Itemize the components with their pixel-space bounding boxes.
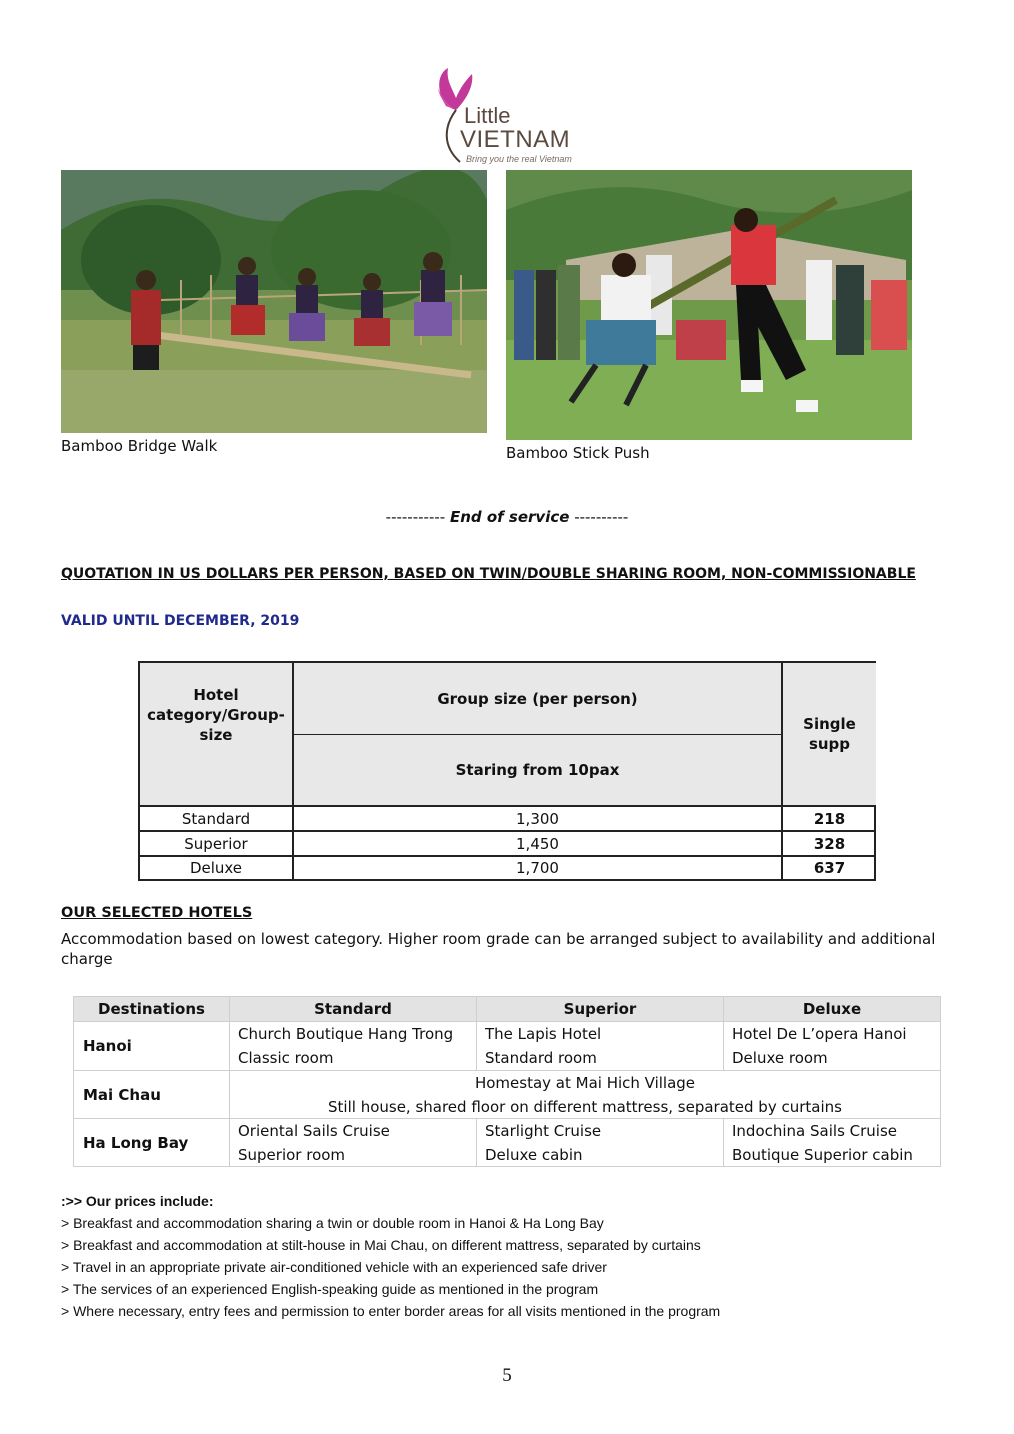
price-header-group [294, 663, 783, 735]
hotels-dest-maichau: Mai Chau [83, 1085, 161, 1104]
price-header-category [140, 663, 294, 807]
logo-line-1: Little [464, 103, 511, 128]
price-row-superior-single: 328 [783, 832, 876, 857]
bamboo-stick-push-photo [506, 170, 912, 440]
hotels-halong-deluxe-room: Boutique Superior cabin [732, 1146, 913, 1164]
price-row-standard-price: 1,300 [294, 807, 783, 832]
price-row-standard-category: Standard [140, 807, 294, 832]
photo-caption-bamboo-stick: Bamboo Stick Push [506, 444, 650, 462]
bamboo-bridge-walk-photo [61, 170, 487, 433]
end-dashes-right: ---------- [574, 508, 629, 526]
price-header-single-text: Single supp [803, 715, 856, 753]
prices-include-item: > The services of an experienced English-speaking guide as mentioned in the program [61, 1281, 599, 1297]
hotels-hanoi-superior-name: The Lapis Hotel [485, 1025, 602, 1043]
end-of-service-line [0, 508, 1014, 526]
price-row-deluxe-category: Deluxe [140, 857, 294, 879]
hotels-maichau-line1: Homestay at Mai Hich Village [474, 1074, 696, 1092]
price-header-group-text: Group size (per person) [437, 689, 638, 708]
hotels-hanoi-deluxe-name: Hotel De L’opera Hanoi [732, 1025, 907, 1043]
price-row-deluxe-price: 1,700 [294, 857, 783, 879]
prices-include-item: > Breakfast and accommodation at stilt-house in Mai Chau, on different mattress, separated by curtains [61, 1237, 701, 1253]
hotels-table [73, 996, 941, 1167]
price-header-group-sub-text: Staring from 10pax [455, 761, 620, 779]
hotels-halong-standard [230, 1119, 476, 1167]
hotels-halong-deluxe-name: Indochina Sails Cruise [732, 1122, 898, 1140]
price-row-superior-category: Superior [140, 832, 294, 857]
photo-caption-bamboo-bridge: Bamboo Bridge Walk [61, 437, 218, 455]
page-number: 5 [502, 1365, 512, 1386]
hotels-header-deluxe: Deluxe [724, 997, 940, 1021]
end-dashes-left: ----------- [385, 508, 446, 526]
hotels-header-destinations: Destinations [74, 997, 229, 1021]
price-row-standard-single: 218 [783, 807, 876, 832]
hotels-halong-deluxe [724, 1119, 940, 1167]
price-row-superior-price: 1,450 [294, 832, 783, 857]
logo-tagline: Bring you the real Vietnam [466, 154, 572, 164]
valid-until: VALID UNTIL DECEMBER, 2019 [61, 613, 300, 629]
hotels-header-standard: Standard [230, 997, 476, 1021]
prices-include-list [61, 1190, 720, 1322]
end-of-service-text: End of service [449, 508, 570, 526]
hotels-hanoi-superior [477, 1022, 723, 1070]
hotels-halong-standard-name: Oriental Sails Cruise [238, 1122, 390, 1140]
price-table [138, 661, 876, 881]
price-header-group-sub [294, 735, 783, 807]
prices-include-title: :>> Our prices include: [61, 1193, 214, 1209]
prices-include-item: > Travel in an appropriate private air-conditioned vehicle with an experienced safe driver [61, 1259, 607, 1275]
quotation-title: QUOTATION IN US DOLLARS PER PERSON, BASED ON TWIN/DOUBLE SHARING ROOM, NON-COMMISSIONABLE [61, 566, 916, 582]
hotels-halong-superior-name: Starlight Cruise [485, 1122, 602, 1140]
hotels-hanoi-deluxe-room: Deluxe room [732, 1049, 828, 1067]
hotels-hanoi-superior-room: Standard room [485, 1049, 597, 1067]
prices-include-item: > Breakfast and accommodation sharing a twin or double room in Hanoi & Ha Long Bay [61, 1215, 604, 1231]
hotels-hanoi-deluxe [724, 1022, 940, 1070]
hotels-maichau-line2: Still house, shared floor on different mattress, separated by curtains [328, 1098, 842, 1116]
hotels-maichau-homestay [230, 1071, 940, 1118]
hotels-hanoi-standard-room: Classic room [238, 1049, 334, 1067]
hotels-hanoi-standard [230, 1022, 476, 1070]
hotels-section-title: OUR SELECTED HOTELS [61, 905, 253, 921]
hotels-dest-halong: Ha Long Bay [83, 1133, 189, 1152]
prices-include-item: > Where necessary, entry fees and permission to enter border areas for all visits mentioned in the program [61, 1303, 721, 1319]
hotels-hanoi-standard-name: Church Boutique Hang Trong [238, 1025, 454, 1043]
price-header-single [783, 663, 876, 807]
price-row-deluxe-single: 637 [813, 859, 846, 877]
hotels-section-description: Accommodation based on lowest category. Higher room grade can be arranged subject to availability and additional charge [61, 930, 936, 968]
hotels-dest-hanoi: Hanoi [83, 1037, 132, 1055]
hotels-halong-superior [477, 1119, 723, 1167]
hotels-header-superior: Superior [477, 997, 723, 1021]
logo-line-2: VIETNAM [460, 126, 571, 153]
hotels-halong-superior-room: Deluxe cabin [485, 1146, 583, 1164]
hotels-halong-standard-room: Superior room [238, 1146, 346, 1164]
price-header-category-text: Hotel category/Group-size [147, 686, 285, 744]
